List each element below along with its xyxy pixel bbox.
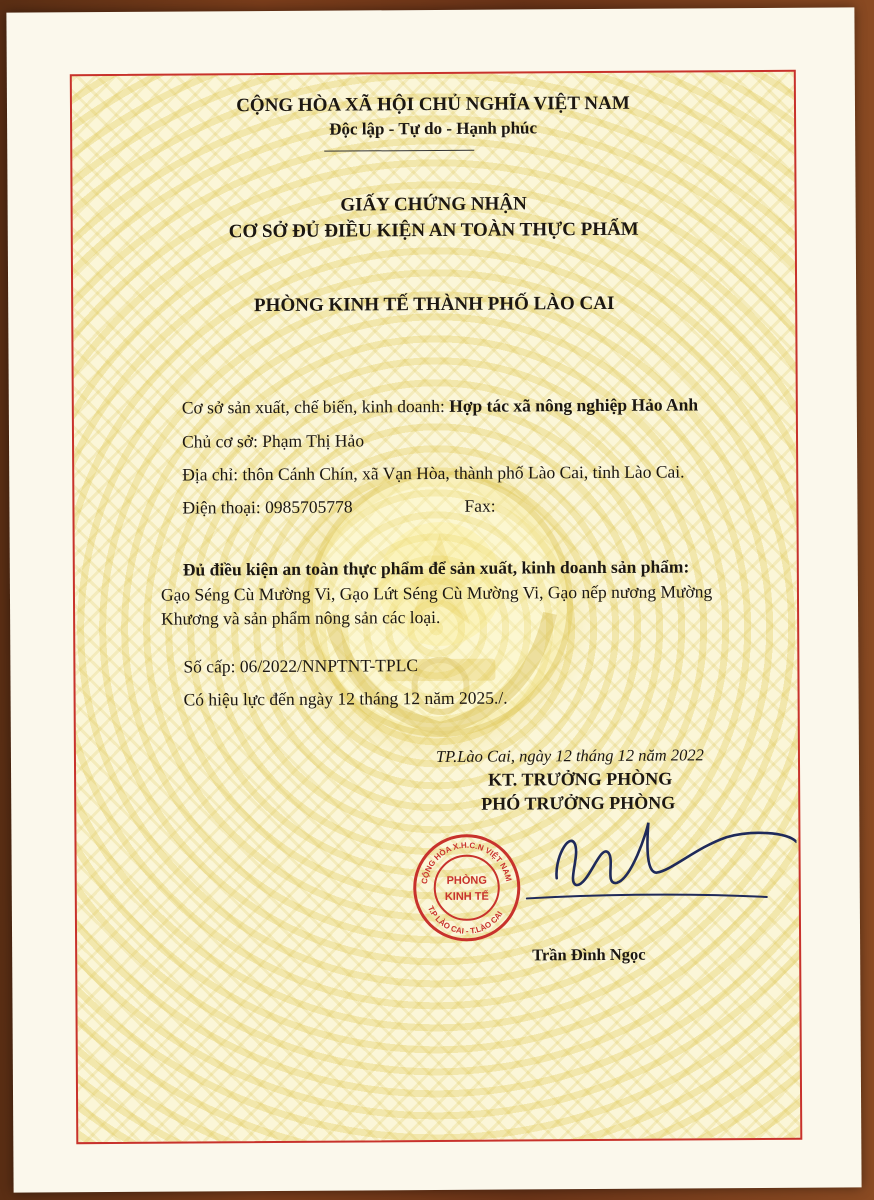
signer-title-1: KT. TRƯỞNG PHÒNG — [488, 768, 673, 790]
certificate-number: Số cấp: 06/2022/NNPTNT-TPLC — [183, 655, 419, 677]
owner-label: Chủ cơ sở: — [181, 431, 258, 452]
national-motto: Độc lập - Tự do - Hạnh phúc — [329, 118, 538, 139]
stamp-center-top: PHÒNG — [446, 874, 487, 887]
certificate-subtitle: CƠ SỞ ĐỦ ĐIỀU KIỆN AN TOÀN THỰC PHẨM — [228, 218, 639, 243]
stamp-ring-top: CỘNG HÒA X.H.C.N VIỆT NAM — [419, 840, 514, 885]
validity-date: Có hiệu lực đến ngày 12 tháng 12 năm 2025./. — [183, 687, 508, 710]
facility-label: Cơ sở sản xuất, chế biến, kinh doanh: — [181, 395, 445, 418]
phone-line — [182, 496, 352, 518]
phone-label: Điện thoại: — [182, 497, 261, 518]
signer-name: Trần Đình Ngọc — [532, 944, 646, 965]
phone-value: 0985705778 — [264, 496, 353, 518]
issuing-authority: PHÒNG KINH TẾ THÀNH PHỐ LÀO CAI — [253, 292, 615, 317]
address-label: Địa chỉ: — [182, 464, 239, 485]
address-line — [182, 461, 684, 485]
eligibility-heading: Đủ điều kiện an toàn thực phẩm để sản xuất, kinh doanh sản phẩm: — [182, 556, 690, 580]
national-title: CỘNG HÒA XÃ HỘI CHỦ NGHĨA VIỆT NAM — [236, 92, 630, 117]
signer-title-2: PHÓ TRƯỞNG PHÒNG — [481, 792, 676, 814]
motto-underline — [324, 150, 474, 152]
owner-name: Phạm Thị Hảo — [262, 430, 365, 452]
products-line-2: Khương và sản phẩm nông sản các loại. — [161, 606, 441, 629]
facility-name: Hợp tác xã nông nghiệp Hảo Anh — [449, 394, 699, 416]
certificate-title: GIẤY CHỨNG NHẬN — [340, 193, 527, 216]
products-line-1: Gạo Séng Cù Mường Vi, Gạo Lứt Séng Cù Mường Vi, Gạo nếp nương Mường — [160, 581, 713, 605]
facility-line — [182, 394, 698, 418]
stamp-ring-bottom: T.P LÀO CAI - T.LÀO CAI — [425, 904, 505, 936]
handwritten-signature — [496, 802, 797, 914]
address-value: thôn Cánh Chín, xã Vạn Hòa, thành phố Lào Cai, tỉnh Lào Cai. — [242, 461, 685, 485]
place-and-date: TP.Lào Cai, ngày 12 tháng 12 năm 2022 — [435, 745, 704, 766]
certificate-frame — [70, 70, 803, 1144]
fax-label: Fax: — [464, 495, 496, 516]
stamp-center-bottom: KINH TẾ — [444, 890, 489, 903]
certificate-paper — [6, 7, 861, 1192]
owner-line — [182, 430, 364, 452]
